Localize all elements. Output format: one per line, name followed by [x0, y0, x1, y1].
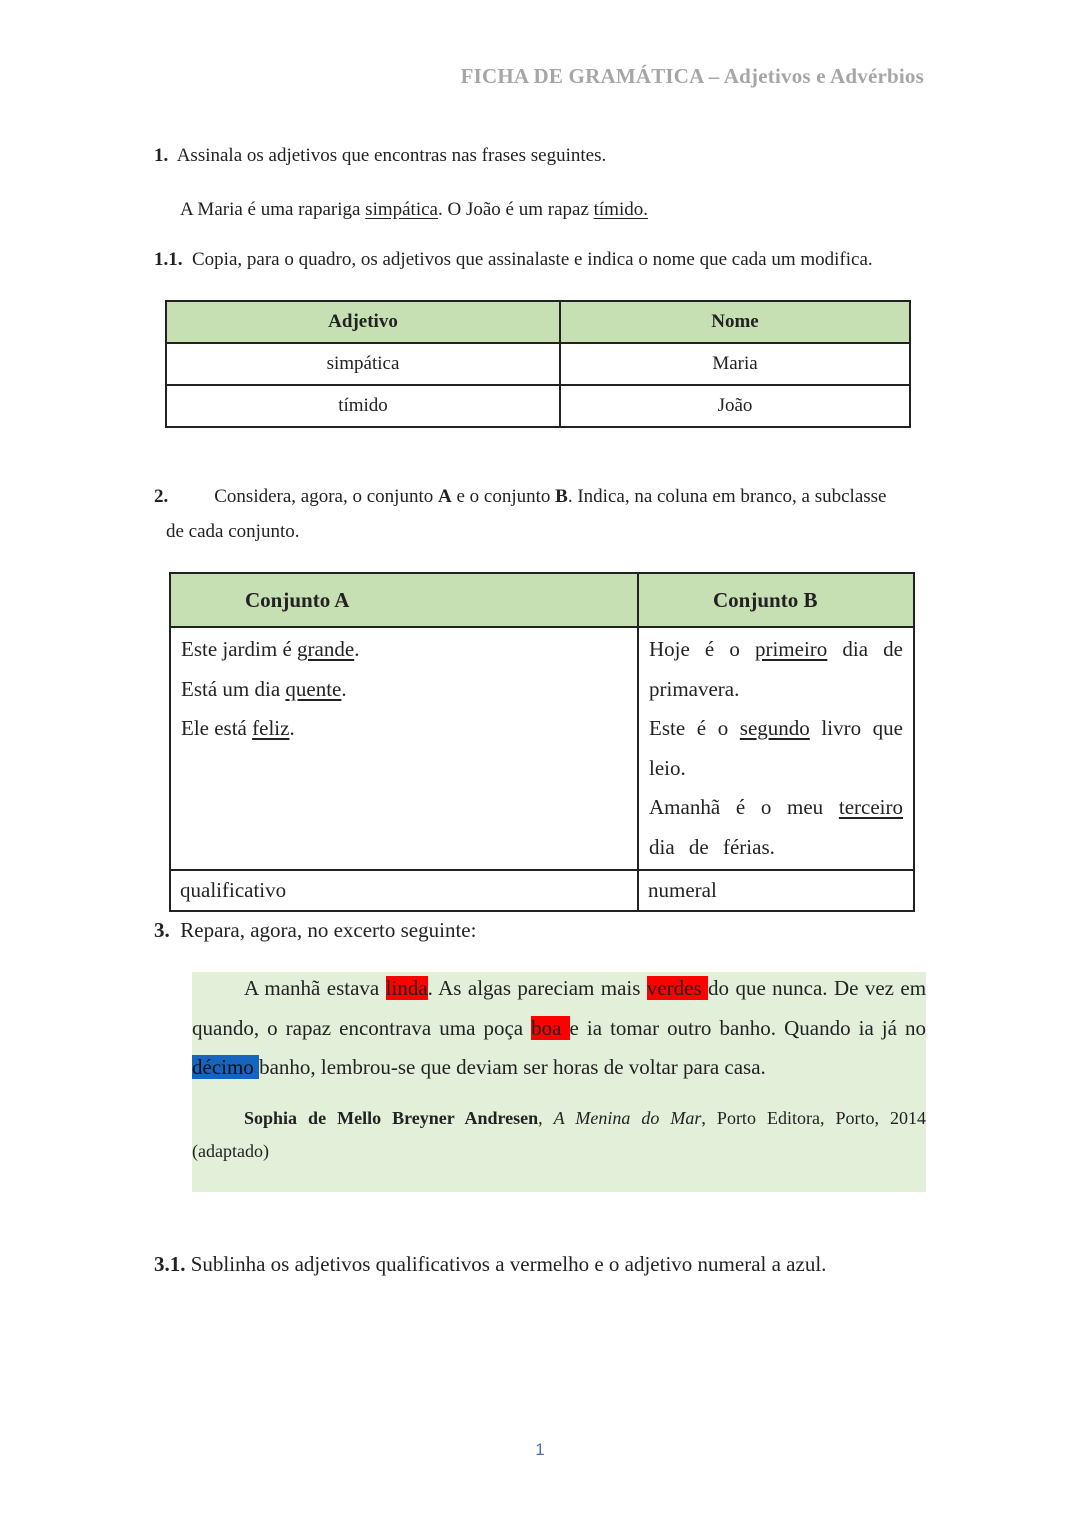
question-number: 1. — [154, 145, 169, 166]
answer-cell: qualificativo — [170, 870, 638, 911]
table-header-cell: Conjunto A — [170, 573, 638, 627]
sentence-text: A Maria é uma rapariga — [180, 199, 366, 220]
sets-table — [169, 572, 915, 912]
question-number: 3.1. — [154, 1252, 186, 1276]
sentence-text: . O João é um rapaz — [437, 199, 594, 220]
underlined-adjective: simpática — [365, 199, 438, 220]
question-number: 2. — [154, 486, 169, 507]
set-b-sentences — [639, 628, 913, 869]
highlighted-adjective: boa — [531, 1015, 570, 1040]
table-row — [166, 385, 910, 427]
excerpt-source: Sophia de Mello Breyner Andresen, A Menina do Mar, Porto Editora, Porto, 2014 (adaptado) — [192, 1107, 927, 1161]
underlined-adjective: tímido. — [593, 199, 648, 220]
list-item: Este jardim é grande. — [181, 637, 360, 661]
list-item: Este é o segundo livro que leio. — [649, 716, 903, 780]
question-text: Considera, agora, o conjunto — [214, 486, 438, 507]
question-text: Assinala os adjetivos que encontras nas frases seguintes. — [176, 145, 607, 166]
highlighted-adjective: linda — [385, 976, 428, 1000]
list-item: Está um dia quente. — [181, 676, 347, 701]
adjective-noun-table — [165, 300, 911, 428]
highlighted-numeral: décimo — [192, 1055, 260, 1079]
list-item: Amanhã é o meu terceiro dia de férias. — [649, 795, 903, 859]
set-label: B — [555, 486, 568, 507]
underlined-adjective: segundo — [739, 716, 810, 740]
table-row — [166, 343, 910, 385]
question-1-1 — [154, 248, 873, 272]
list-item: Ele está feliz. — [181, 716, 295, 740]
question-text: e o conjunto — [451, 486, 556, 507]
table-cell — [638, 627, 914, 870]
question-3-1 — [154, 1252, 826, 1276]
question-text: . Indica, na coluna em branco, a subclasse — [567, 486, 887, 507]
answer-cell: numeral — [638, 870, 914, 911]
underlined-adjective: quente — [285, 676, 342, 701]
question-number: 1.1. — [154, 249, 183, 270]
table-header-cell: Conjunto B — [638, 573, 914, 627]
table-header-row — [170, 573, 914, 627]
table-row — [170, 627, 914, 870]
source-author: Sophia de Mello Breyner Andresen — [244, 1107, 539, 1128]
question-number: 3. — [154, 918, 170, 942]
list-item: Hoje é o primeiro dia de primavera. — [649, 637, 903, 701]
underlined-adjective: feliz — [252, 716, 290, 740]
question-2-continued: de cada conjunto. — [166, 521, 300, 542]
table-header-row — [166, 301, 910, 343]
page-number: 1 — [535, 1440, 545, 1459]
table-cell — [170, 627, 638, 870]
table-row — [170, 870, 914, 911]
question-1 — [154, 144, 606, 168]
excerpt-box — [192, 972, 926, 1192]
set-a-sentences — [171, 628, 637, 751]
table-header-cell: Adjetivo — [166, 301, 560, 343]
table-cell: Maria — [560, 343, 910, 385]
page-header: FICHA DE GRAMÁTICA – Adjetivos e Advérbios — [460, 64, 924, 88]
question-text: Repara, agora, no excerto seguinte: — [180, 918, 477, 942]
question-2 — [154, 485, 887, 509]
question-1-sentence — [180, 198, 648, 222]
table-header-cell: Nome — [560, 301, 910, 343]
table-cell: tímido — [166, 385, 560, 427]
question-3 — [154, 918, 476, 942]
table-cell: João — [560, 385, 910, 427]
question-text: Sublinha os adjetivos qualificativos a vermelho e o adjetivo numeral a azul. — [190, 1252, 827, 1276]
underlined-adjective: terceiro — [838, 795, 903, 819]
underlined-adjective: grande — [297, 637, 355, 661]
underlined-adjective: primeiro — [754, 637, 828, 661]
source-title: A Menina do Mar — [553, 1107, 702, 1128]
question-text: Copia, para o quadro, os adjetivos que assinalaste e indica o nome que cada um modifica. — [192, 249, 873, 270]
table-cell: simpática — [166, 343, 560, 385]
excerpt-text: A manhã estava linda. As algas pareciam mais verdes do que nunca. De vez em quando, o rapaz encontrava uma poça boa e ia tomar outro banho. Quando ia já no décimo banho, lembrou-se que deviam ser horas de voltar para casa. — [192, 976, 927, 1079]
set-label: A — [437, 486, 452, 507]
highlighted-adjective: verdes — [646, 976, 709, 1000]
